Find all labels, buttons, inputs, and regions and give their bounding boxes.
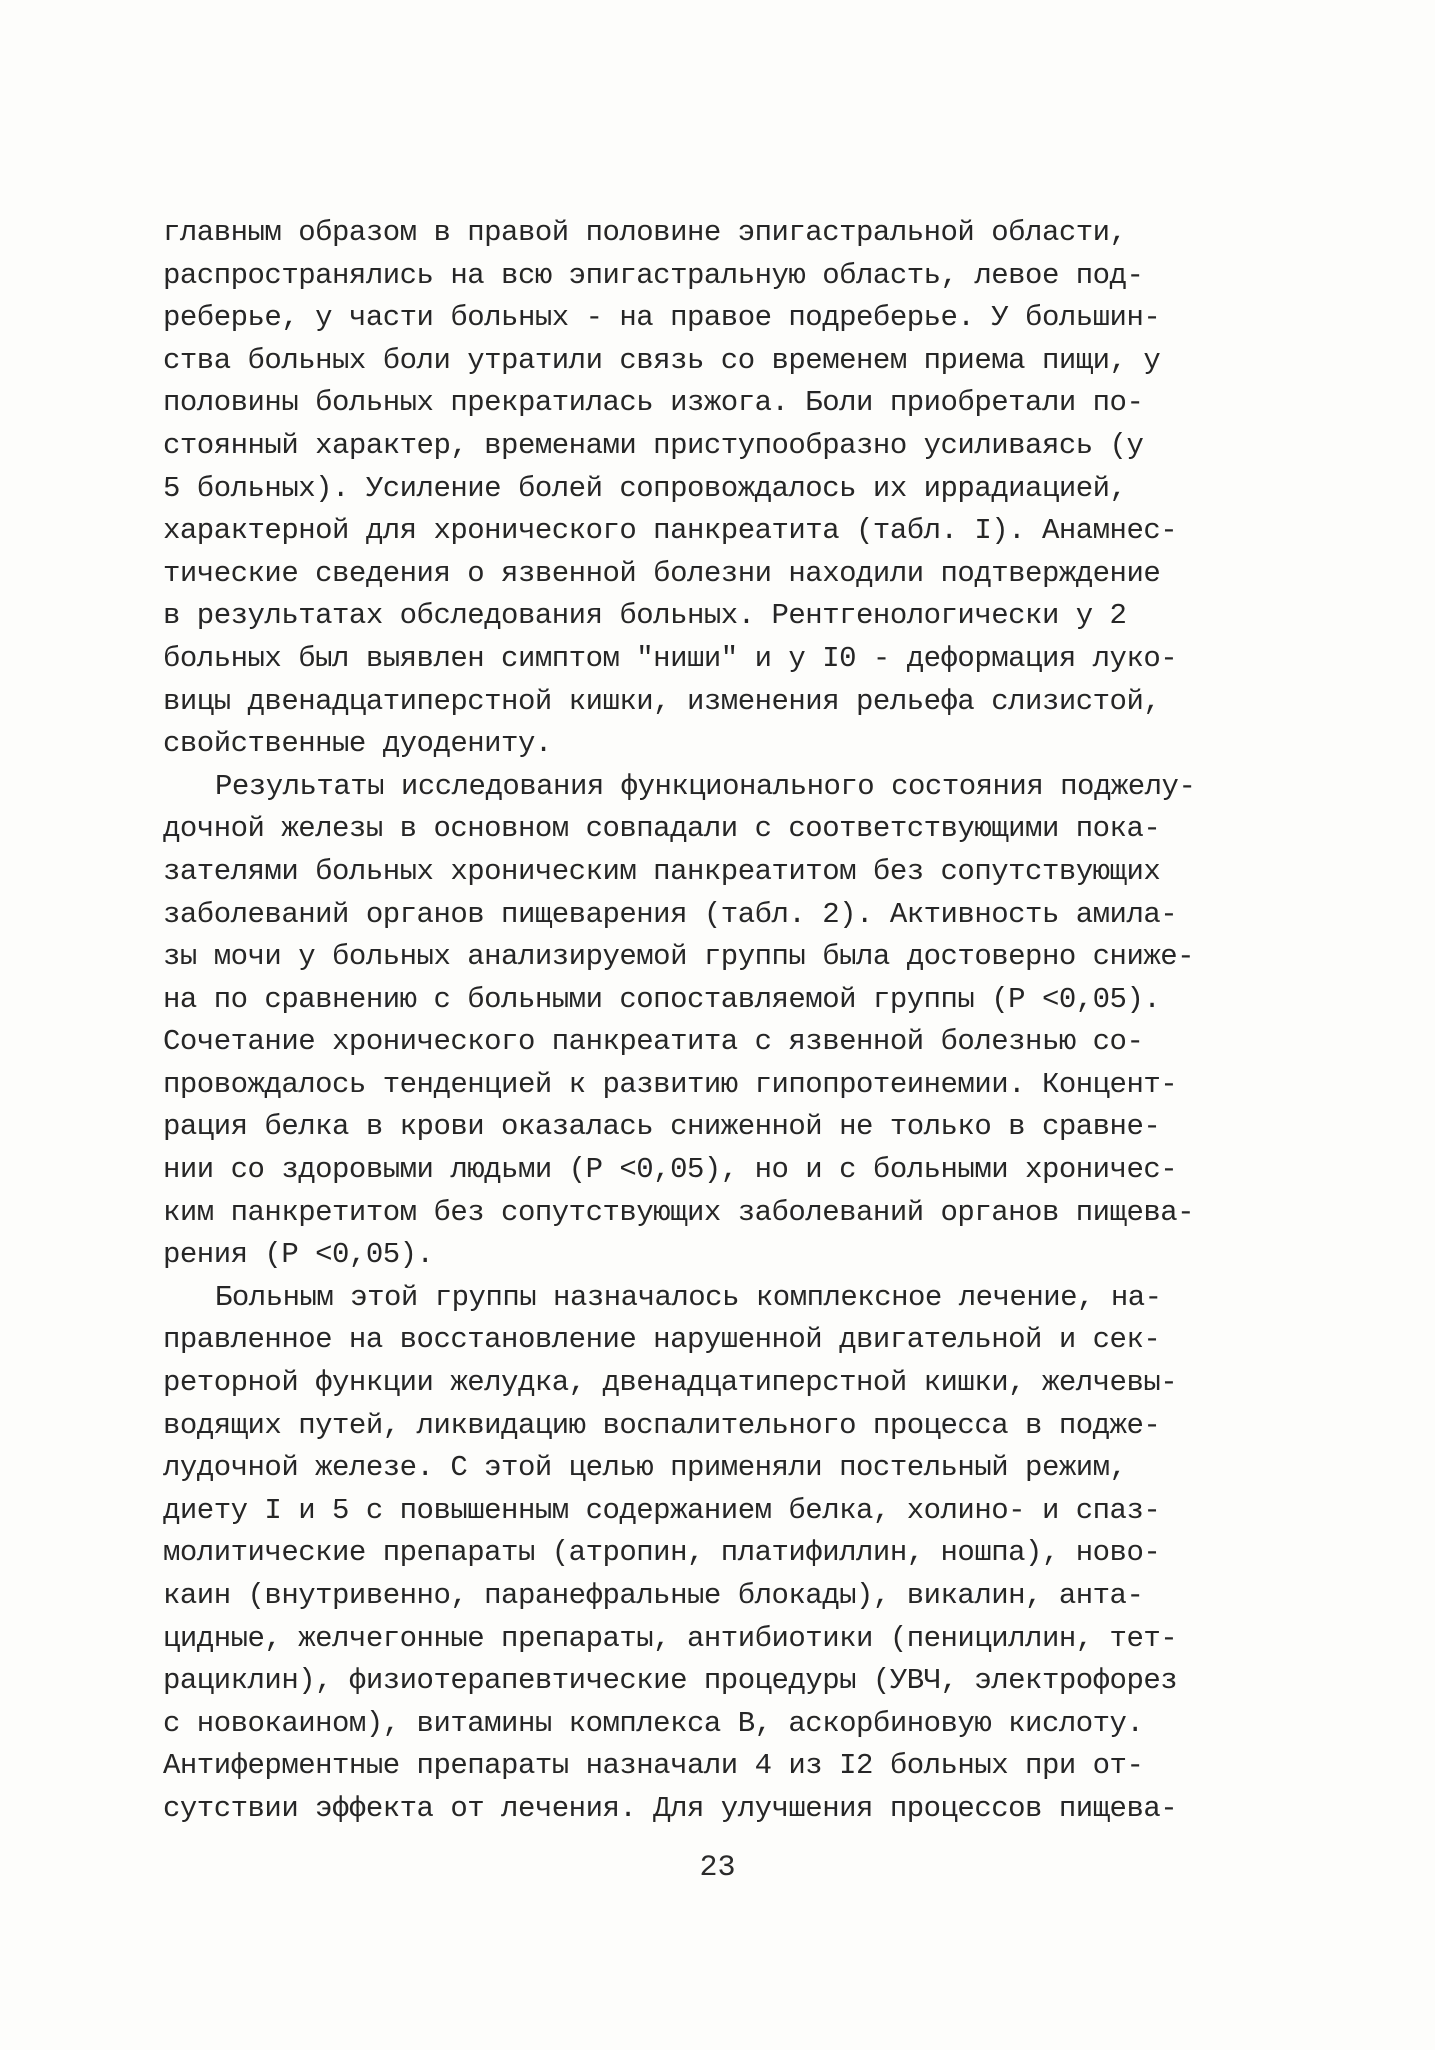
text-line: водящих путей, ликвидацию воспалительного процесса в подже-: [163, 1408, 1161, 1442]
text-line: рения (P <0,05).: [163, 1238, 434, 1272]
paragraph: [163, 766, 1228, 1277]
text-line: в результатах обследования больных. Рентгенологически у 2: [163, 599, 1127, 633]
text-line: Антиферментные препараты назначали 4 из I2 больных при от-: [163, 1749, 1144, 1783]
text-line: дочной железы в основном совпадали с соответствующими пока-: [163, 812, 1161, 846]
text-line: больных был выявлен симптом "ниши" и у I0 - деформация луко-: [163, 641, 1178, 675]
text-line: вицы двенадцатиперстной кишки, изменения рельефа слизистой,: [163, 684, 1161, 718]
text-line: каин (внутривенно, паранефральные блокады), викалин, анта-: [163, 1579, 1144, 1612]
text-line: ким панкретитом без сопутствующих заболеваний органов пищева-: [163, 1195, 1195, 1229]
text-line: 5 больных). Усиление болей сопровождалось их иррадиацией,: [163, 471, 1127, 505]
text-line: нии со здоровыми людьми (P <0,05), но и с больными хроничес-: [163, 1153, 1178, 1187]
text-line: главным образом в правой половине эпигастральной области,: [163, 216, 1127, 249]
page-number: 23: [699, 1851, 736, 1885]
text-line: стоянный характер, временами приступообразно усиливаясь (у: [163, 428, 1144, 462]
text-line: распространялись на всю эпигастральную область, левое под-: [163, 258, 1144, 292]
text-line: рациклин), физиотерапевтические процедуры (УВЧ, электрофорез: [163, 1664, 1178, 1698]
text-line: зателями больных хроническим панкреатитом без сопутствующих: [163, 854, 1161, 888]
text-line: рация белка в крови оказалась сниженной не только в сравне-: [163, 1110, 1161, 1144]
text-line: молитические препараты (атропин, платифиллин, ношпа), ново-: [163, 1536, 1161, 1570]
text-line: свойственные дуодениту.: [163, 727, 552, 761]
text-line: с новокаином), витамины комплекса В, аскорбиновую кислоту.: [163, 1706, 1144, 1740]
text-line: Больным этой группы назначалось комплексное лечение, на-: [215, 1280, 1162, 1314]
text-line: на по сравнению с больными сопоставляемой группы (P <0,05).: [163, 982, 1161, 1016]
body-text: [163, 212, 1228, 1831]
text-line: Сочетание хронического панкреатита с язвенной болезнью со-: [163, 1025, 1144, 1059]
text-line: правленное на восстановление нарушенной двигательной и сек-: [163, 1323, 1161, 1357]
text-line: провождалось тенденцией к развитию гипопротеинемии. Концент-: [163, 1067, 1178, 1101]
text-line: цидные, желчегонные препараты, антибиотики (пенициллин, тет-: [163, 1621, 1178, 1655]
text-line: диету I и 5 с повышенным содержанием белка, холино- и спаз-: [163, 1493, 1161, 1527]
text-line: половины больных прекратилась изжога. Боли приобретали по-: [163, 386, 1144, 420]
text-line: реторной функции желудка, двенадцатиперстной кишки, желчевы-: [163, 1366, 1178, 1400]
paragraph: [163, 1277, 1228, 1831]
text-line: сутствии эффекта от лечения. Для улучшения процессов пищева-: [163, 1791, 1178, 1825]
text-line: тические сведения о язвенной болезни находили подтверждение: [163, 556, 1161, 590]
text-line: ства больных боли утратили связь со временем приема пищи, у: [163, 343, 1161, 377]
text-line: зы мочи у больных анализируемой группы была достоверно сниже-: [163, 940, 1195, 974]
paragraph: [163, 212, 1228, 766]
text-line: заболеваний органов пищеварения (табл. 2). Активность амила-: [163, 897, 1178, 931]
text-line: лудочной железе. С этой целью применяли постельный режим,: [163, 1451, 1127, 1485]
text-line: характерной для хронического панкреатита (табл. I). Анамнес-: [163, 514, 1178, 548]
text-line: реберье, у части больных - на правое подреберье. У большин-: [163, 301, 1161, 335]
text-line: Результаты исследования функционального состояния поджелу-: [215, 769, 1196, 803]
